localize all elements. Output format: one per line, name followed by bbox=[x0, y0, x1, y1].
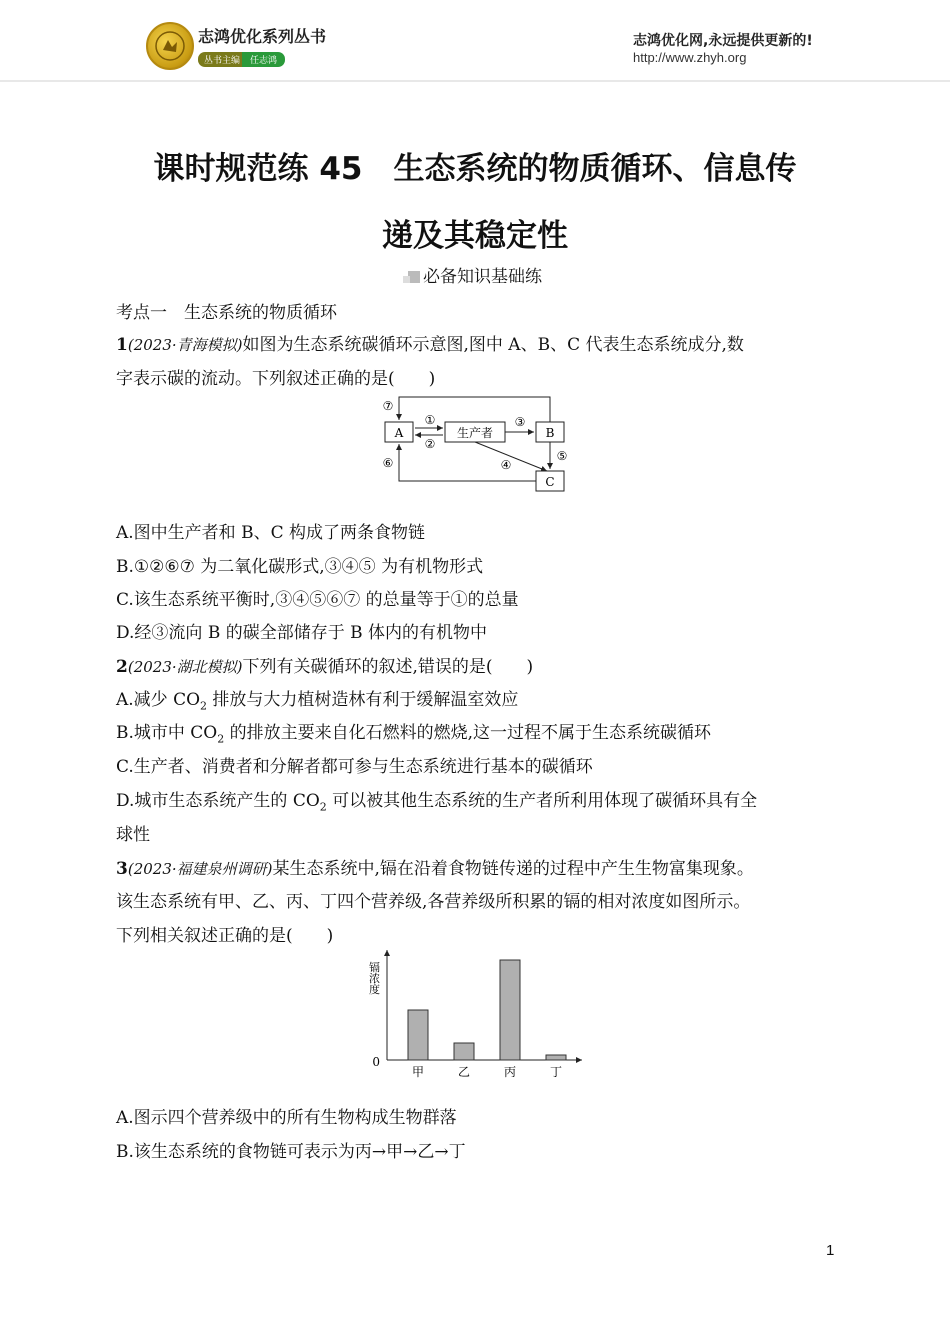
q2-option-d-continued: 球性 bbox=[116, 825, 150, 845]
label-1: ① bbox=[424, 413, 436, 427]
question-source: (2023·福建泉州调研) bbox=[127, 860, 273, 878]
question-stem: 某生态系统中,镉在沿着食物链传递的过程中产生生物富集现象。 bbox=[272, 859, 754, 879]
arrow-6 bbox=[399, 444, 536, 481]
label-5: ⑤ bbox=[556, 449, 568, 463]
section-square-icon bbox=[408, 271, 420, 283]
q1-option-c: C.该生态系统平衡时,③④⑤⑥⑦ 的总量等于①的总量 bbox=[116, 590, 519, 610]
origin-label: 0 bbox=[372, 1055, 380, 1069]
q1-stem-line-2: 字表示碳的流动。下列叙述正确的是( ) bbox=[116, 369, 436, 389]
subscript: 2 bbox=[217, 732, 225, 746]
bar-4 bbox=[546, 1055, 566, 1060]
q2-option-a bbox=[116, 685, 518, 712]
topic-heading: 考点一 生态系统的物质循环 bbox=[116, 303, 337, 323]
section-title: 必备知识基础练 bbox=[423, 267, 542, 287]
q2-option-d bbox=[116, 786, 757, 813]
question-stem: 下列有关碳循环的叙述,错误的是( ) bbox=[242, 657, 534, 677]
badge-label: 丛书主编 bbox=[198, 52, 246, 67]
badge-editor-name: 任志鸿 bbox=[242, 52, 285, 67]
header-url[interactable]: http://www.zhyh.org bbox=[633, 50, 747, 65]
q3-stem-line-3: 下列相关叙述正确的是( ) bbox=[116, 926, 334, 946]
question-number: 1 bbox=[116, 335, 128, 355]
page-header bbox=[0, 0, 950, 80]
node-b-label: B bbox=[545, 426, 555, 440]
label-7: ⑦ bbox=[382, 399, 394, 413]
title-line-1: 课时规范练 45 生态系统的物质循环、信息传 bbox=[153, 151, 797, 187]
q3-option-b: B.该生态系统的食物链可表示为丙→甲→乙→丁 bbox=[116, 1142, 466, 1162]
header-divider bbox=[0, 80, 950, 82]
header-slogan: 志鸿优化网,永远提供更新的! bbox=[633, 33, 813, 49]
node-c-label: C bbox=[545, 475, 555, 489]
page-title bbox=[115, 136, 835, 270]
carbon-cycle-diagram bbox=[375, 393, 575, 493]
option-text: 的排放主要来自化石燃料的燃烧,这一过程不属于生态系统碳循环 bbox=[224, 723, 712, 743]
option-text: D.城市生态系统产生的 CO bbox=[116, 791, 320, 811]
q3-stem-line-1 bbox=[116, 854, 754, 879]
section-heading bbox=[0, 262, 950, 287]
label-2: ② bbox=[424, 437, 436, 451]
editor-badge bbox=[198, 48, 285, 66]
category-label-1: 甲 bbox=[411, 1065, 425, 1079]
q2-stem bbox=[116, 652, 533, 677]
category-label-2: 乙 bbox=[457, 1065, 471, 1079]
q1-option-a: A.图中生产者和 B、C 构成了两条食物链 bbox=[116, 523, 425, 543]
label-3: ③ bbox=[514, 415, 526, 429]
logo-emblem-icon bbox=[154, 30, 186, 62]
question-source: (2023·青海模拟) bbox=[127, 336, 243, 354]
question-number: 2 bbox=[116, 657, 128, 677]
cadmium-bar-chart bbox=[360, 948, 590, 1083]
category-label-3: 丙 bbox=[503, 1065, 517, 1079]
category-label-4: 丁 bbox=[549, 1065, 563, 1079]
publisher-logo bbox=[146, 22, 194, 70]
q1-option-b: B.①②⑥⑦ 为二氧化碳形式,③④⑤ 为有机物形式 bbox=[116, 557, 484, 577]
q3-stem-line-2: 该生态系统有甲、乙、丙、丁四个营养级,各营养级所积累的镉的相对浓度如图所示。 bbox=[116, 892, 751, 912]
series-brand: 志鸿优化系列丛书 bbox=[198, 27, 327, 46]
option-text: B.城市中 CO bbox=[116, 723, 218, 743]
question-stem: 如图为生态系统碳循环示意图,图中 A、B、C 代表生态系统成分,数 bbox=[242, 335, 744, 355]
bar-2 bbox=[454, 1043, 474, 1060]
q1-option-d: D.经③流向 B 的碳全部储存于 B 体内的有机物中 bbox=[116, 623, 488, 643]
option-text: 可以被其他生态系统的生产者所利用体现了碳循环具有全 bbox=[326, 791, 758, 811]
bar-group bbox=[408, 960, 566, 1079]
option-text: A.减少 CO bbox=[116, 690, 201, 710]
label-6: ⑥ bbox=[382, 456, 394, 470]
question-number: 3 bbox=[116, 859, 128, 879]
option-text: 排放与大力植树造林有利于缓解温室效应 bbox=[207, 690, 519, 710]
node-a-label: A bbox=[394, 426, 404, 440]
title-line-2: 递及其稳定性 bbox=[382, 218, 568, 254]
page-number: 1 bbox=[826, 1242, 835, 1259]
bar-1 bbox=[408, 1010, 428, 1060]
q3-option-a: A.图示四个营养级中的所有生物构成生物群落 bbox=[116, 1108, 457, 1128]
node-producer-label: 生产者 bbox=[456, 426, 494, 440]
q2-option-b bbox=[116, 718, 711, 745]
y-axis-label: 镉浓度 bbox=[367, 961, 381, 995]
q2-option-c: C.生产者、消费者和分解者都可参与生态系统进行基本的碳循环 bbox=[116, 757, 593, 777]
subscript: 2 bbox=[200, 699, 208, 713]
q1-stem-line-1 bbox=[116, 330, 744, 355]
bar-3 bbox=[500, 960, 520, 1060]
question-source: (2023·湖北模拟) bbox=[127, 658, 243, 676]
subscript: 2 bbox=[319, 800, 327, 814]
arrow-7 bbox=[399, 397, 550, 422]
label-4: ④ bbox=[500, 458, 512, 472]
